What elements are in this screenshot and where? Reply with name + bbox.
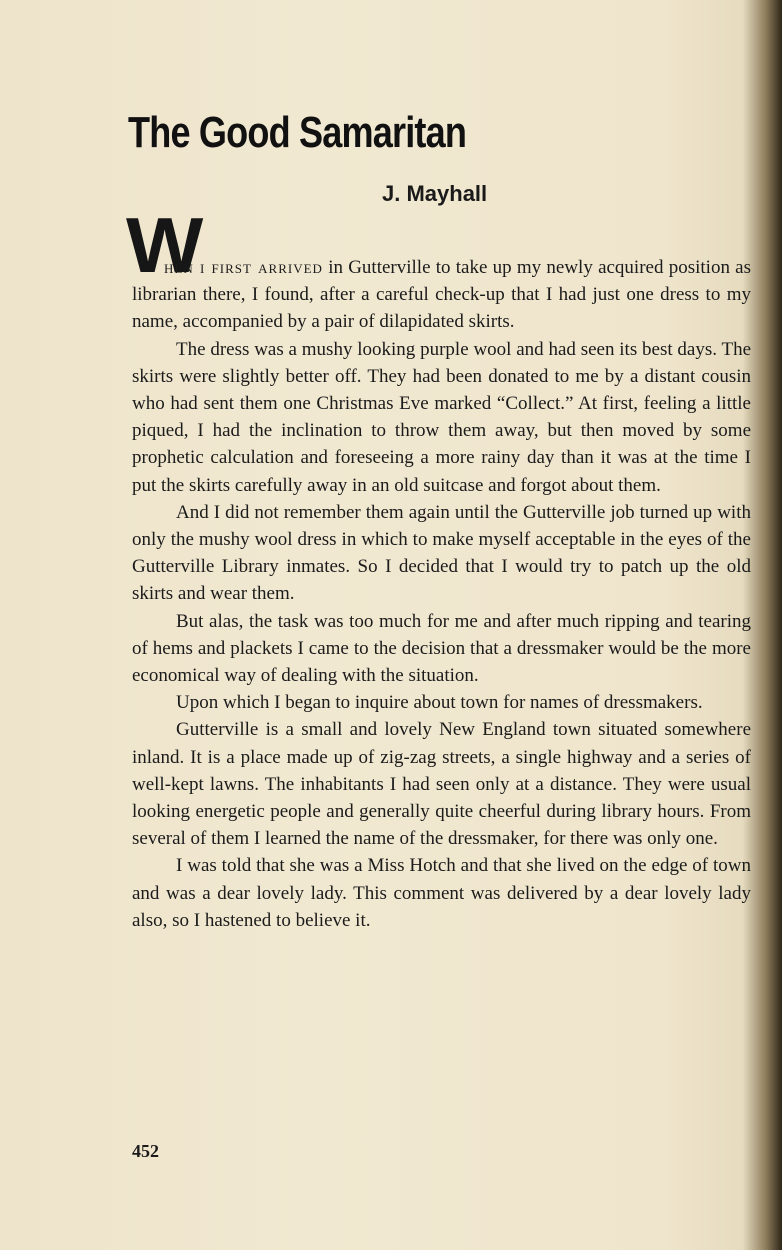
page-number: 452 xyxy=(132,1141,159,1161)
paragraph-1 xyxy=(132,254,751,336)
article-body xyxy=(132,254,751,934)
paragraph-1-text: in Gutterville to take up my newly acquired position as librarian there, I found, after a careful check-up that I had just one dress to my name, accompanied by a pair of dilapidated skirts. xyxy=(132,257,752,333)
paragraph-4: But alas, the task was too much for me and after much ripping and tearing of hems and plackets I came to the decision that a dressmaker would be the more economical way of dealing with the situation. xyxy=(132,610,751,687)
article-author: J. Mayhall xyxy=(382,181,488,206)
paragraph-7: I was told that she was a Miss Hotch and that she lived on the edge of town and was a dear lovely lady. This comment was delivered by a dear lovely lady also, so I hastened to believe it. xyxy=(132,855,751,931)
paragraph-6: Gutterville is a small and lovely New England town situated somewhere inland. It is a place made up of zig-zag streets, a single highway and a series of well-kept lawns. The inhabitants I had seen only at a distance. They were usual looking energetic people and generally quite cheerful during library hours. From several of them I learned the name of the dressmaker, for there was only one. xyxy=(132,719,751,850)
article-title: The Good Samaritan xyxy=(128,108,467,157)
paragraph-5: Upon which I began to inquire about town for names of dressmakers. xyxy=(176,692,703,714)
drop-cap: W xyxy=(126,201,204,289)
paragraph-3: And I did not remember them again until the Gutterville job turned up with only the mushy wool dress in which to make myself acceptable in the eyes of the Gutterville Library inmates. So I decided that I would try to patch up the old skirts and wear them. xyxy=(132,501,751,605)
opening-small-caps: hen i first arrived xyxy=(164,257,323,278)
paragraph-2: The dress was a mushy looking purple wool and had seen its best days. The skirts were slightly better off. They had been donated to me by a distant cousin who had sent them one Christmas Eve marked “Collect.” At first, feeling a little piqued, I had the inclination to throw them away, but then moved by some prophetic calculation and foreseeing a more rainy day than it was at the time I put the skirts carefully away in an old suitcase and forgot about them. xyxy=(132,338,751,496)
